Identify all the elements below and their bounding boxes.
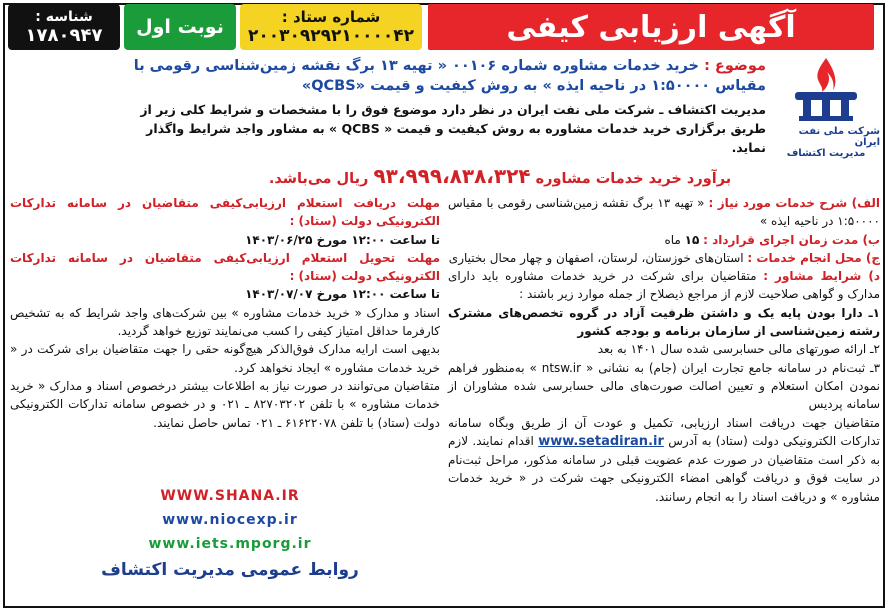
setad-number-value: ۲۰۰۳۰۹۲۹۲۱۰۰۰۰۴۲ — [248, 26, 415, 46]
service-description — [448, 194, 880, 231]
logo-department: مدیریت اکتشاف — [786, 148, 866, 159]
consultant-conditions — [448, 267, 880, 304]
iets-link[interactable]: www.iets.mporg.ir — [148, 536, 312, 552]
subject-text: خرید خدمات مشاوره شماره ۰۰۱۰۶ « تهیه ۱۳ برگ نقشه زمین‌شناسی رقومی با مقیاس ۱:۵۰۰۰۰ در ناحیه ایذه » به روش کیفیت و قیمت «QCBS» — [133, 58, 766, 94]
location-text: استان‌های خوزستان، لرستان، اصفهان و چهار محال بختیاری — [448, 250, 744, 265]
subject — [130, 56, 766, 96]
round-badge: نوبت اول — [124, 4, 236, 50]
conditions-text: متقاضیان برای شرکت در خرید خدمات مشاوره باید دارای مدارک و گواهی صلاحیت لازم از مراجع ذیصلاح از جمله موارد زیر باشند : — [448, 269, 880, 302]
setad-number-label: شماره ستاد : — [281, 8, 381, 26]
identifier-value: ۱۷۸۰۹۴۷ — [25, 24, 103, 46]
estimate-prefix: برآورد خرید خدمات مشاوره — [535, 171, 732, 187]
conditions-column — [448, 194, 880, 506]
logo-company-name: شرکت ملی نفت ایران — [798, 126, 880, 148]
nioc-flame-icon — [789, 54, 863, 124]
contract-duration — [448, 231, 880, 249]
identifier-box — [8, 4, 120, 50]
service-text: « تهیه ۱۳ برگ نقشه زمین‌شناسی رقومی با مقیاس ۱:۵۰۰۰۰ در ناحیه ایذه » — [448, 196, 880, 229]
niocexp-link[interactable]: www.niocexp.ir — [162, 512, 298, 528]
contact-paragraph: متقاضیان می‌توانند در صورت نیاز به اطلاعات بیشتر درخصوص اسناد و مدارک « خرید خدمات مشاوره » با تلفن ۸۲۷۰۳۲۰۲ ـ ۰۲۱ و در خصوص سامانه تدارکات الکترونیکی دولت (ستاد) با تلفن ۶۱۶۲۲۰۷۸ ـ ۰۲۱ تماس حاصل نمایند. — [10, 378, 440, 430]
intro-paragraph: مدیریت اکتشاف ـ شرکت ملی نفت ایران در نظر دارد موضوع فوق را با مشخصات و شرایط کلی زیر از طریق برگزاری خرید خدمات مشاوره به روش کیفیت و قیمت « QCBS » به مشاور واجد شرایط واگذار نماید. — [140, 102, 766, 155]
estimate-amount: ۹۳،۹۹۹،۸۳۸،۳۲۴ — [373, 164, 531, 188]
shana-link[interactable]: WWW.SHANA.IR — [160, 488, 300, 504]
identifier-label: شناسه : — [35, 8, 93, 25]
location-label: ج) محل انجام خدمات : — [747, 250, 880, 265]
service-location — [448, 249, 880, 267]
conditions-label: د) شرایط مشاور : — [763, 269, 880, 284]
duration-unit: ماه — [664, 232, 681, 247]
public-relations-signature: روابط عمومی مدیریت اکتشاف — [101, 560, 359, 580]
setad-link[interactable]: www.setadiran.ir — [538, 433, 664, 449]
subject-label: موضوع : — [704, 58, 766, 74]
notice-title: آگهی ارزیابی کیفی — [428, 4, 874, 50]
distribution-paragraph: اسناد و مدارک « خرید خدمات مشاوره » بین شرکت‌های واجد شرایط که به تشخیص کارفرما حداقل امتیاز کیفی را کسب می‌نمایند توزیع خواهد گردید. — [10, 305, 440, 339]
deadlines-column — [10, 194, 440, 432]
setad-number-box — [240, 4, 422, 50]
estimate-suffix: ریال می‌باشد. — [268, 171, 369, 187]
condition-item-2: ۲ـ ارائه صورتهای مالی حسابرسی شده سال ۱۴۰۱ به بعد — [597, 342, 880, 357]
deadline1-value: تا ساعت ۱۲:۰۰ مورخ ۱۴۰۳/۰۶/۲۵ — [245, 232, 440, 247]
cost-estimate — [120, 164, 880, 188]
setad-text-2: اقدام نمایند. لازم به ذکر است متقاضیان در صورت عدم عضویت قبلی در سامانه مذکور، مراحل ثبت‌نام در سایت فوق و دریافت گواهی امضاء الکترونیکی جهت شرکت در « خرید خدمات مشاوره » و دریافت اسناد را به انجام رسانند. — [448, 433, 880, 504]
condition-item-3: ۳ـ ثبت‌نام در سامانه جامع تجارت ایران (جام) به نشانی « ntsw.ir » به‌منظور فراهم نمودن امکان استعلام و تعیین اصالت صورت‌های مالی حسابرسی شده مشاوران از سامانه پردیس — [448, 360, 881, 412]
deadline2-value: تا ساعت ۱۲:۰۰ مورخ ۱۴۰۳/۰۷/۰۷ — [245, 287, 440, 302]
condition-item-1: ۱ـ دارا بودن پایه یک و داشتن ظرفیت آزاد در گروه تخصص‌های مشترک رشته زمین‌شناسی از سازمان برنامه و بودجه کشور — [448, 305, 880, 339]
deadline2-label: مهلت تحویل استعلام ارزیابی‌کیفی متقاضیان در سامانه تدارکات الکترونیکی دولت (ستاد) : — [10, 250, 440, 284]
disclaimer-paragraph: بدیهی است ارایه مدارک فوق‌الذکر هیچ‌گونه حقی را جهت متقاضیان برای شرکت در « خرید خدمات مشاوره » ایجاد نخواهد کرد. — [10, 342, 440, 375]
service-label: الف) شرح خدمات مورد نیاز : — [708, 196, 880, 210]
duration-label: ب) مدت زمان اجرای قرارداد : — [703, 232, 880, 247]
nioc-logo — [772, 54, 880, 166]
links-block — [40, 484, 420, 584]
setad-text-1: متقاضیان جهت دریافت اسناد ارزیابی، تکمیل و عودت آن از طریق وبگاه سامانه تدارکات الکترونیکی دولت (ستاد) به آدرس — [448, 415, 880, 448]
deadline1-label: مهلت دریافت استعلام ارزیابی‌کیفی متقاضیان در سامانه تدارکات الکترونیکی دولت (ستاد) : — [10, 196, 440, 229]
duration-value: ۱۵ — [684, 232, 700, 247]
setad-instructions — [448, 414, 880, 506]
